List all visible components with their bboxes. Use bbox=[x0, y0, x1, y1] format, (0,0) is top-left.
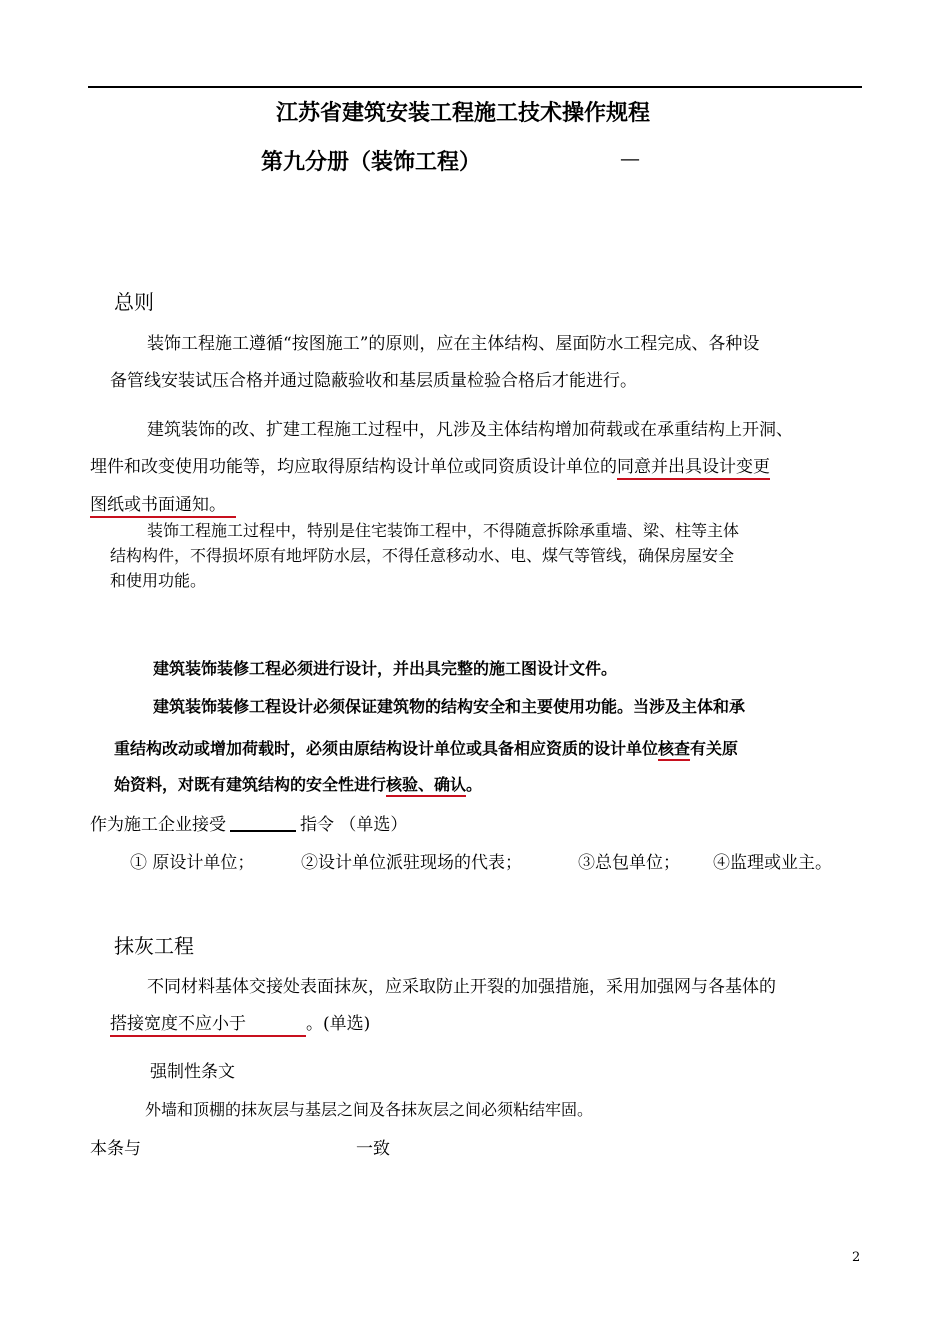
underlined-phrase: 搭接宽度 bbox=[110, 1014, 178, 1037]
subtitle-dash: — bbox=[620, 146, 640, 170]
general-p1-line1: 装饰工程施工遵循“按图施工”的原则，应在主体结构、屋面防水工程完成、各种设 bbox=[147, 334, 760, 354]
general-p3-line2: 结构构件，不得损坏原有地坪防水层，不得任意移动水、电、煤气等管线，确保房屋安全 bbox=[110, 546, 735, 565]
mandatory-label: 强制性条文 bbox=[150, 1062, 235, 1082]
bold-text: 始资料，对既有建筑结构的安全性进行 bbox=[114, 775, 387, 794]
general-bold-para-line3 bbox=[114, 772, 482, 795]
question-1-option-4: ④监理或业主。 bbox=[713, 853, 832, 873]
question-1-option-3: ③总包单位； bbox=[578, 853, 680, 873]
question-1-option-1: ① 原设计单位； bbox=[130, 853, 255, 873]
consistent-suffix: 一致 bbox=[356, 1139, 390, 1159]
document-title: 江苏省建筑安装工程施工技术操作规程 bbox=[276, 101, 651, 126]
bold-text: 重结构改动或增加荷载时，必须由原结构设计单位或具备相应资质的设计单位 bbox=[114, 739, 659, 758]
mandatory-text: 外墙和顶棚的抹灰层与基层之间及各抹灰层之间必须粘结牢固。 bbox=[145, 1100, 594, 1119]
underlined-phrase: 同意并出具设计变更 bbox=[617, 457, 770, 480]
underlined-phrase: 核查 bbox=[658, 739, 690, 761]
general-bold-para-line1: 建筑装饰装修工程设计必须保证建筑物的结构安全和主要使用功能。当涉及主体和承 bbox=[153, 697, 746, 716]
question-1-option-2: ②设计单位派驻现场的代表； bbox=[301, 853, 522, 873]
general-p3-line1: 装饰工程施工过程中，特别是住宅装饰工程中，不得随意拆除承重墙、梁、柱等主体 bbox=[147, 521, 740, 540]
page-number: 2 bbox=[852, 1250, 861, 1265]
question-suffix: 。(单选) bbox=[306, 1014, 371, 1034]
consistent-prefix: 本条与 bbox=[90, 1139, 141, 1159]
general-p2-line3 bbox=[90, 490, 236, 515]
plaster-p1-line2 bbox=[110, 1009, 370, 1037]
general-p2-line1: 建筑装饰的改、扩建工程施工过程中，凡涉及主体结构增加荷载或在承重结构上开洞、 bbox=[147, 420, 793, 440]
fill-blank[interactable] bbox=[246, 1014, 306, 1037]
bold-text: 有关原 bbox=[690, 739, 739, 758]
section-heading-plaster: 抹灰工程 bbox=[114, 934, 194, 958]
general-p3-line3: 和使用功能。 bbox=[110, 571, 207, 590]
general-p2-line2-text: 埋件和改变使用功能等，均应取得原结构设计单位或同资质设计单位的 bbox=[90, 457, 617, 477]
header-rule bbox=[88, 86, 862, 88]
document-subtitle: 第九分册（装饰工程） bbox=[261, 150, 482, 175]
question-1 bbox=[90, 810, 407, 835]
fill-blank[interactable] bbox=[230, 830, 296, 832]
underlined-phrase: 图纸或书面通知。 bbox=[90, 495, 236, 518]
general-bold-line1: 建筑装饰装修工程必须进行设计，并出具完整的施工图设计文件。 bbox=[153, 659, 618, 678]
question-suffix: 指令 （单选） bbox=[300, 815, 408, 835]
bold-text: 。 bbox=[466, 775, 483, 794]
underlined-phrase: 不应小于 bbox=[178, 1014, 246, 1037]
underlined-phrase: 核验、确认 bbox=[386, 775, 466, 797]
section-heading-general: 总则 bbox=[114, 290, 154, 314]
question-prefix: 作为施工企业接受 bbox=[90, 815, 226, 835]
general-bold-para-line2 bbox=[114, 736, 738, 759]
plaster-p1-line1: 不同材料基体交接处表面抹灰，应采取防止开裂的加强措施，采用加强网与各基体的 bbox=[147, 977, 776, 997]
general-p1-line2: 备管线安装试压合格并通过隐蔽验收和基层质量检验合格后才能进行。 bbox=[110, 371, 637, 391]
general-p2-line2 bbox=[90, 452, 770, 477]
